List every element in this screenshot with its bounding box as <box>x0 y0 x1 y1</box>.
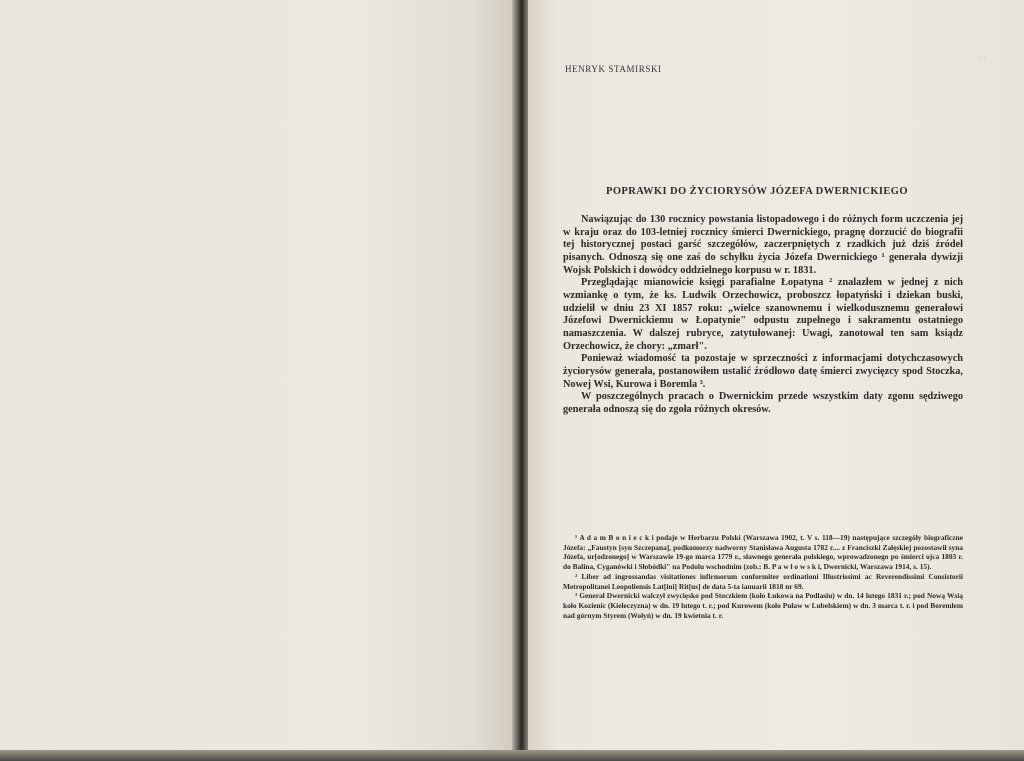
footnote: ¹ A d a m B o n i e c k i podaje w Herbarzu Polski (Warszawa 1902, t. V s. 118—19) następujące szczegóły biograficzne Józefa: „Faustyn [syn Szczepana], podkomorzy nadworny Stanisława Augusta 1782 r.... z Franciszki Załęskiej pozostawił syna Józefa, ur[odzonego] w Warszawie 19-go marca 1779 r., sławnego generała polskiego, wprowadzonego po śmierci ojca 1803 r. do Balina, Cyganówki i Słobódki" na Podolu wschodnim (zob.: B. P a w ł o w s k i, Dwernicki, Warszawa 1914, s. 15). <box>563 533 963 572</box>
article-body <box>563 214 963 417</box>
paragraph: Ponieważ wiadomość ta pozostaje w sprzeczności z informacjami dotychczasowych życiorysów generała, postanowiłem ustalić źródłowo datę śmierci zwycięzcy spod Stoczka, Nowej Wsi, Kurowa i Boremla ³. <box>563 353 963 390</box>
paragraph: W poszczególnych pracach o Dwernickim przede wszystkim daty zgonu sędziwego generała odnoszą się do zgoła różnych okresów. <box>563 391 963 415</box>
footnotes <box>563 533 963 620</box>
article-title: POPRAWKI DO ŻYCIORYSÓW JÓZEFA DWERNICKIEGO <box>606 186 908 197</box>
paper-speck-mark: ·:· <box>977 52 986 62</box>
running-head: HENRYK STAMIRSKI <box>565 64 662 74</box>
footnote: ² Liber ad ingrossandas visitationes infirmorum conformiter ordinationi Illustrissimi ac Reverendissimi Consistorii Metropolitanei Leopoliensis Lat[ini] Rit[us] de data 5-ta ianuarii 1818 nr 69. <box>563 571 963 591</box>
left-page-blank <box>0 0 516 752</box>
paragraph: Nawiązując do 130 rocznicy powstania listopadowego i do różnych form uczczenia jej w kraju oraz do 103-letniej rocznicy śmierci Dwernickiego, pragnę dorzucić do biografii tej historycznej postaci garść szczegółów, zaczerpniętych z rzadkich już dziś źródeł pisanych. Odnoszą się one zaś do schyłku życia Józefa Dwernickiego ¹ generała dywizji Wojsk Polskich i dowódcy oddzielnego korpusu w r. 1831. <box>563 214 963 276</box>
footnote: ³ Generał Dwernicki walczył zwycięsko pod Stoczkiem (koło Łukowa na Podlasiu) w dn. 14 lutego 1831 r.; pod Nową Wsią koło Kozienic (Kieleczyzna) w dn. 19 lutego t. r.; pod Kurowem (koło Puław w Lubelskiem) w dn. 3 marca t. r. i pod Boremlem nad górnym Styrem (Wołyń) w dn. 19 kwietnia t. r. <box>563 591 963 620</box>
paragraph: Przeglądając mianowicie księgi parafialne Łopatyna ² znalazłem w jednej z nich wzmiankę o tym, że ks. Ludwik Orzechowicz, proboszcz łopatyński i dziekan buski, udzielił w dniu 23 XI 1857 roku: „wielce szanownemu i wielkodusznemu generałowi Józefowi Dwernickiemu w Łopatynie" odpustu zupełnego i sakramentu ostatniego namaszczenia. W dalszej rubryce, zatytułowanej: Uwagi, zanotował ten sam ksiądz Orzechowicz, że chory: „zmarł". <box>563 277 963 352</box>
page-bottom-edge <box>0 750 1024 761</box>
